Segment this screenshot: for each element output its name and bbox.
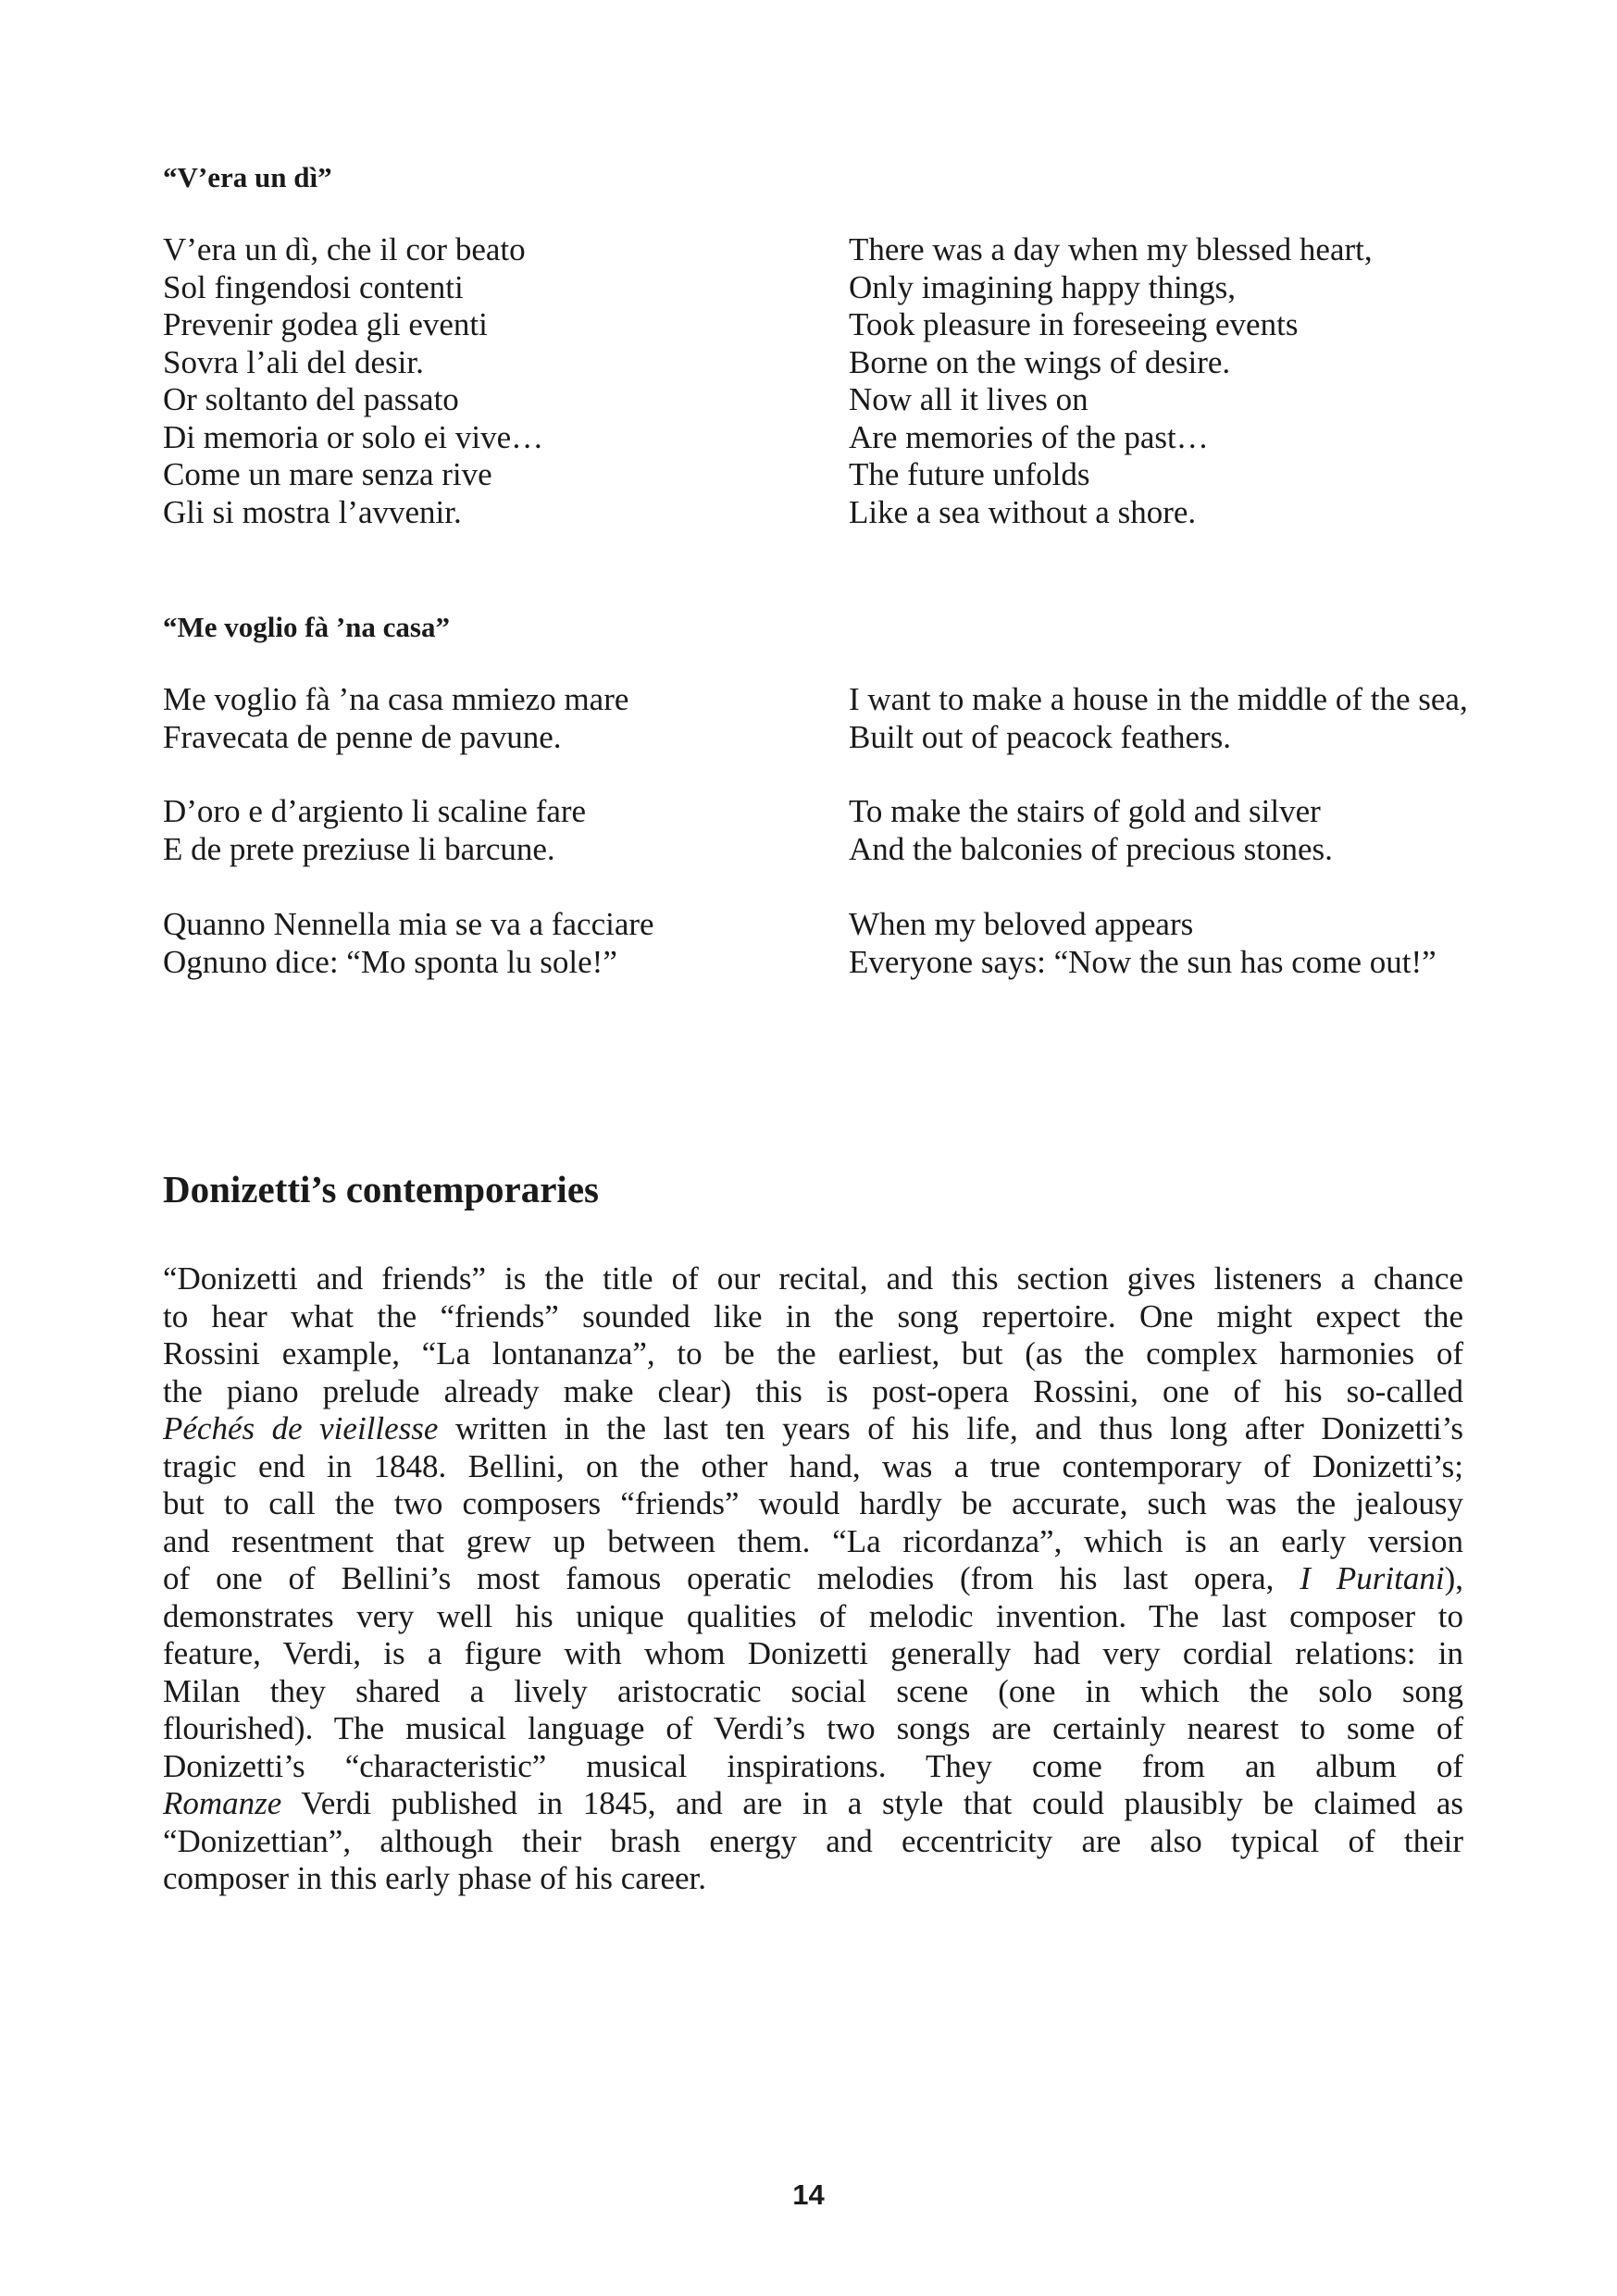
essay-text: “Donizetti and friends” is the title of our recital, and this section gives listeners a chance — [163, 1260, 1463, 1297]
english-translation — [849, 681, 1468, 756]
essay-text: flourished). The musical language of Verdi’s two songs are certainly nearest to some of — [163, 1710, 1463, 1746]
essay-line — [163, 1598, 1463, 1636]
english-translation — [849, 793, 1333, 868]
italian-lyrics — [163, 906, 654, 981]
essay-text: written in the last ten years of his life, and thus long after Donizetti’s — [438, 1410, 1464, 1446]
essay-line — [163, 1748, 1463, 1786]
essay-line — [163, 1823, 1463, 1861]
essay-text: demonstrates very well his unique qualities of melodic invention. The last composer to — [163, 1597, 1463, 1634]
essay-line — [163, 1260, 1463, 1298]
section-heading: Donizetti’s contemporaries — [163, 1168, 599, 1210]
essay-text: feature, Verdi, is a figure with whom Donizetti generally had very cordial relations: in — [163, 1635, 1463, 1671]
essay-paragraph — [163, 1260, 1463, 1898]
lyric-line: Sovra l’ali del desir. — [163, 343, 424, 380]
essay-line — [163, 1373, 1463, 1411]
lyric-line: Sol fingendosi contenti — [163, 268, 464, 305]
lyric-line: Di memoria or solo ei vive… — [163, 418, 544, 455]
song-title-vera-un-di: “V’era un dì” — [163, 161, 332, 193]
page-number: 14 — [792, 2178, 825, 2211]
translation-line: Took pleasure in foreseeing events — [849, 306, 1299, 342]
lyric-line: Gli si mostra l’avvenir. — [163, 493, 462, 530]
essay-text: Rossini example, “La lontananza”, to be the earliest, but (as the complex harmonies of — [163, 1335, 1463, 1371]
lyric-line: Come un mare senza rive — [163, 456, 492, 492]
translation-line: Borne on the wings of desire. — [849, 343, 1231, 380]
translation-line: When my beloved appears — [849, 906, 1194, 942]
lyric-line: Me voglio fà ’na casa mmiezo mare — [163, 681, 629, 717]
lyric-line: Quanno Nennella mia se va a facciare — [163, 906, 654, 942]
essay-text: the piano prelude already make clear) this is post-opera Rossini, one of his so-called — [163, 1372, 1463, 1409]
essay-line — [163, 1860, 1463, 1898]
essay-line — [163, 1673, 1463, 1711]
lyric-line: V’era un dì, che il cor beato — [163, 231, 526, 267]
italic-title: Péchés de vieillesse — [163, 1410, 439, 1446]
essay-line — [163, 1635, 1463, 1673]
essay-line — [163, 1523, 1463, 1561]
lyric-line: E de prete preziuse li barcune. — [163, 830, 555, 867]
essay-line — [163, 1298, 1463, 1336]
essay-text: composer in this early phase of his career. — [163, 1860, 707, 1896]
essay-text: tragic end in 1848. Bellini, on the other hand, was a true contemporary of Donizetti’s; — [163, 1447, 1463, 1484]
essay-line — [163, 1785, 1463, 1823]
essay-text: of one of Bellini’s most famous operatic melodies (from his last opera, — [163, 1560, 1300, 1596]
lyric-line: Fravecata de penne de pavune. — [163, 718, 562, 755]
translation-line: To make the stairs of gold and silver — [849, 793, 1321, 829]
essay-line — [163, 1560, 1463, 1598]
essay-text: “Donizettian”, although their brash energy and eccentricity are also typical of their — [163, 1822, 1463, 1859]
english-translation — [849, 231, 1373, 531]
essay-line — [163, 1410, 1463, 1448]
essay-text: ), — [1444, 1560, 1464, 1596]
italic-title: Romanze — [163, 1785, 282, 1821]
translation-line: Are memories of the past… — [849, 418, 1209, 455]
translation-line: The future unfolds — [849, 456, 1090, 492]
italian-lyrics — [163, 681, 628, 756]
lyric-line: Or soltanto del passato — [163, 381, 459, 417]
translation-line: Now all it lives on — [849, 381, 1088, 417]
italian-lyrics — [163, 231, 543, 531]
translation-line: Built out of peacock feathers. — [849, 718, 1232, 755]
essay-text: to hear what the “friends” sounded like in the song repertoire. One might expect the — [163, 1297, 1463, 1334]
italic-title: I Puritani — [1300, 1560, 1445, 1596]
translation-line: Everyone says: “Now the sun has come out!” — [849, 943, 1437, 980]
english-translation — [849, 906, 1437, 981]
translation-line: I want to make a house in the middle of the sea, — [849, 681, 1468, 717]
essay-text: but to call the two composers “friends” would hardly be accurate, such was the jealousy — [163, 1485, 1463, 1521]
essay-text: and resentment that grew up between them. “La ricordanza”, which is an early version — [163, 1522, 1463, 1559]
lyric-line: Prevenir godea gli eventi — [163, 306, 488, 342]
song-title-me-voglio-fa-na-casa: “Me voglio fà ’na casa” — [163, 611, 450, 643]
essay-text: Milan they shared a lively aristocratic social scene (one in which the solo song — [163, 1672, 1463, 1709]
italian-lyrics — [163, 793, 586, 868]
lyric-line: D’oro e d’argiento li scaline fare — [163, 793, 587, 829]
essay-line — [163, 1485, 1463, 1523]
translation-line: Like a sea without a shore. — [849, 493, 1197, 530]
essay-text: Donizetti’s “characteristic” musical inspirations. They come from an album of — [163, 1747, 1463, 1784]
lyric-line: Ognuno dice: “Mo sponta lu sole!” — [163, 943, 617, 980]
translation-line: And the balconies of precious stones. — [849, 830, 1333, 867]
essay-line — [163, 1335, 1463, 1373]
essay-line — [163, 1448, 1463, 1486]
translation-line: There was a day when my blessed heart, — [849, 231, 1373, 267]
translation-line: Only imagining happy things, — [849, 268, 1237, 305]
essay-text: Verdi published in 1845, and are in a style that could plausibly be claimed as — [281, 1785, 1463, 1821]
essay-line — [163, 1710, 1463, 1748]
